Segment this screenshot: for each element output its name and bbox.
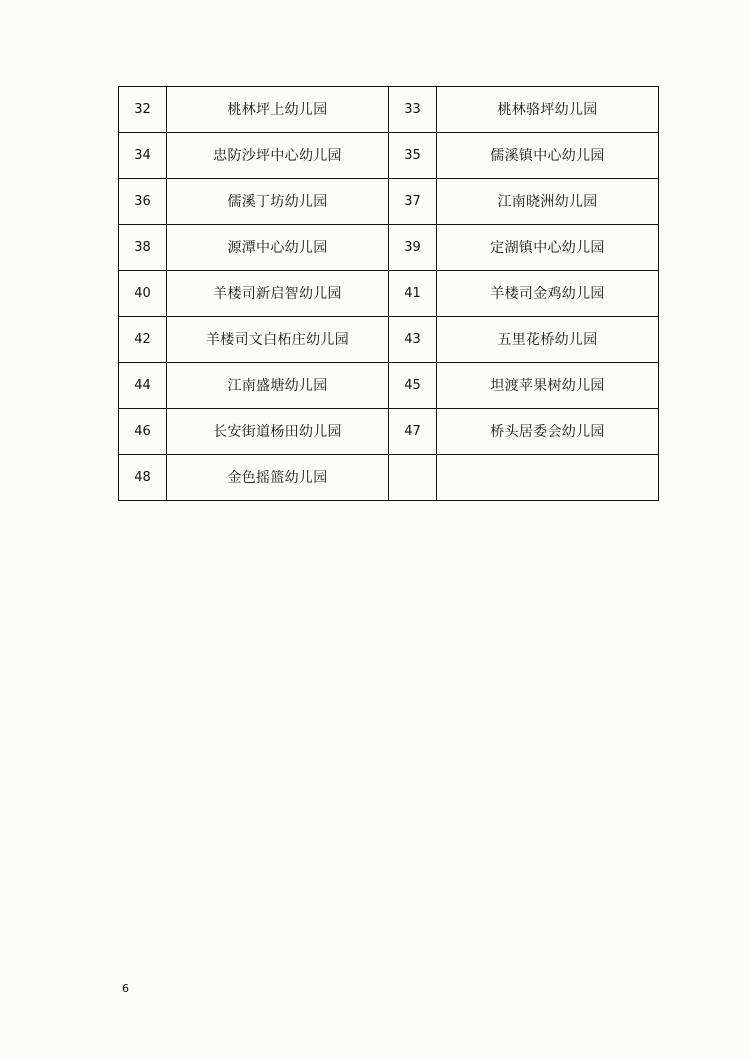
table-row [119, 225, 659, 271]
page-number: 6 [122, 982, 129, 995]
row-number-cell: 40 [119, 271, 167, 317]
row-number-cell: 36 [119, 179, 167, 225]
row-number-cell: 34 [119, 133, 167, 179]
kindergarten-name-cell: 江南盛塘幼儿园 [167, 363, 389, 409]
row-number-cell: 41 [389, 271, 437, 317]
table-row [119, 455, 659, 501]
table-row [119, 317, 659, 363]
kindergarten-name-cell: 金色摇篮幼儿园 [167, 455, 389, 501]
kindergarten-name-cell: 江南晓洲幼儿园 [437, 179, 659, 225]
row-number-cell: 32 [119, 87, 167, 133]
row-number-cell: 43 [389, 317, 437, 363]
kindergarten-name-cell: 羊楼司金鸡幼儿园 [437, 271, 659, 317]
row-number-cell: 45 [389, 363, 437, 409]
table-row [119, 363, 659, 409]
kindergarten-name-cell: 儒溪镇中心幼儿园 [437, 133, 659, 179]
kindergarten-table-body [119, 87, 659, 501]
table-row [119, 409, 659, 455]
row-number-cell: 39 [389, 225, 437, 271]
row-number-cell: 46 [119, 409, 167, 455]
table-row [119, 87, 659, 133]
row-number-cell [389, 455, 437, 501]
row-number-cell: 48 [119, 455, 167, 501]
kindergarten-name-cell: 忠防沙坪中心幼儿园 [167, 133, 389, 179]
table-row [119, 133, 659, 179]
kindergarten-name-cell: 羊楼司新启智幼儿园 [167, 271, 389, 317]
kindergarten-name-cell: 坦渡苹果树幼儿园 [437, 363, 659, 409]
kindergarten-name-cell: 源潭中心幼儿园 [167, 225, 389, 271]
kindergarten-name-cell: 桃林坪上幼儿园 [167, 87, 389, 133]
kindergarten-name-cell: 定湖镇中心幼儿园 [437, 225, 659, 271]
kindergarten-name-cell: 羊楼司文白柘庄幼儿园 [167, 317, 389, 363]
row-number-cell: 35 [389, 133, 437, 179]
kindergarten-name-cell: 儒溪丁坊幼儿园 [167, 179, 389, 225]
row-number-cell: 37 [389, 179, 437, 225]
row-number-cell: 33 [389, 87, 437, 133]
table-row [119, 179, 659, 225]
row-number-cell: 47 [389, 409, 437, 455]
kindergarten-name-cell: 五里花桥幼儿园 [437, 317, 659, 363]
kindergarten-name-cell [437, 455, 659, 501]
kindergarten-name-cell: 长安街道杨田幼儿园 [167, 409, 389, 455]
kindergarten-name-cell: 桥头居委会幼儿园 [437, 409, 659, 455]
row-number-cell: 38 [119, 225, 167, 271]
kindergarten-name-cell: 桃林骆坪幼儿园 [437, 87, 659, 133]
table-row [119, 271, 659, 317]
row-number-cell: 44 [119, 363, 167, 409]
row-number-cell: 42 [119, 317, 167, 363]
kindergarten-table [118, 86, 659, 501]
